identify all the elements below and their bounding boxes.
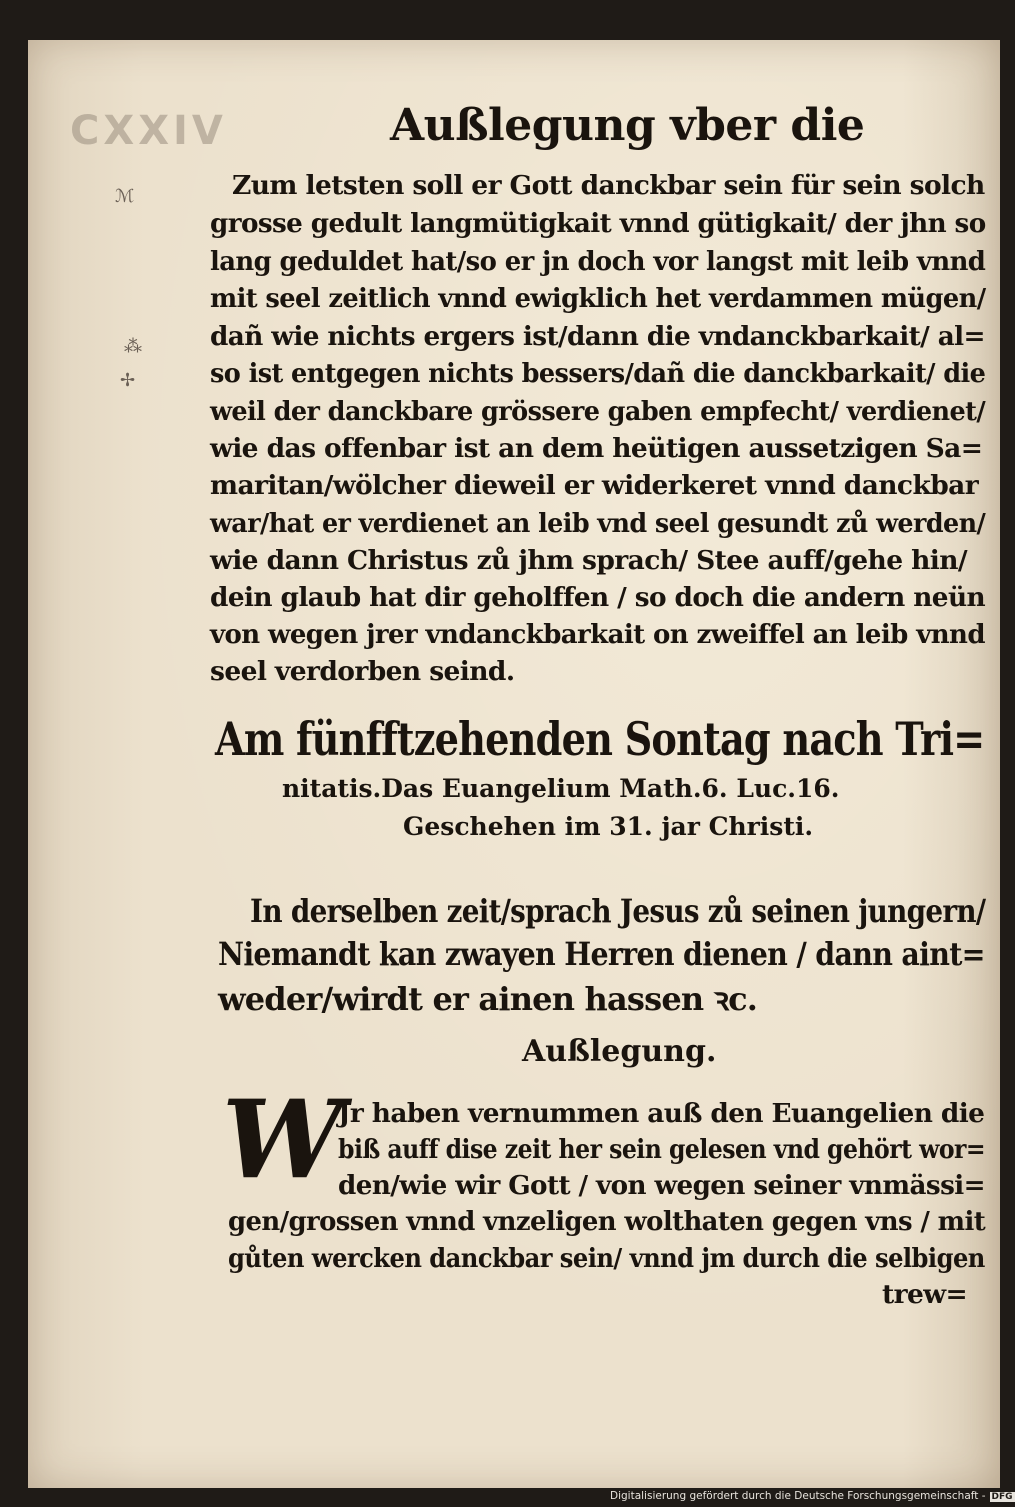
credit-text: Digitalisierung gefördert durch die Deutsche Forschungsgemeinschaft -	[610, 1490, 986, 1502]
sunday-heading: Am fünfftzehenden Sontag nach Tri=	[215, 712, 985, 766]
gospel-line: weder/wirdt er ainen hassen ꝛc.	[218, 980, 758, 1018]
gospel-line: Niemandt kan zwayen Herren dienen / dann aint=	[218, 935, 985, 973]
text-line: gůten wercken danckbar sein/ vnnd jm durch die selbigen	[228, 1243, 985, 1274]
gospel-line: In derselben zeit/sprach Jesus zů seinen jungern/	[250, 892, 986, 930]
catchword: trew=	[882, 1279, 968, 1310]
text-line: den/wie wir Gott / von wegen seiner vnmässi=	[338, 1170, 985, 1201]
running-head: Außlegung vber die	[390, 100, 865, 151]
text-line: war/hat er verdienet an leib vnd seel gesundt zů werden/	[210, 508, 986, 539]
margin-mark: ⁂	[124, 336, 142, 357]
text-line: mit seel zeitlich vnnd ewigklich het verdammen mügen/	[210, 283, 986, 314]
folio-number: CXXIV	[70, 108, 227, 154]
sunday-heading-reference: nitatis.Das Euangelium Math.6. Luc.16.	[282, 774, 840, 803]
text-line: Jr haben vernummen auß den Euangelien die	[338, 1098, 985, 1129]
text-line: seel verdorben seind.	[210, 656, 515, 687]
text-line: wie das offenbar ist an dem heütigen aussetzigen Sa=	[210, 433, 983, 464]
sunday-heading-date: Geschehen im 31. jar Christi.	[403, 812, 814, 841]
text-line: weil der danckbare grössere gaben empfecht/ verdienet/	[210, 396, 986, 427]
section-title: Außlegung.	[522, 1034, 717, 1069]
text-line: maritan/wölcher dieweil er widerkeret vnnd danckbar	[210, 470, 979, 501]
text-line: von wegen jrer vndanckbarkait on zweiffel an leib vnnd	[210, 619, 985, 650]
margin-mark: ℳ	[115, 186, 135, 207]
text-line: gen/grossen vnnd vnzeligen wolthaten gegen vns / mit	[228, 1206, 986, 1237]
dfg-logo: DFG	[991, 1492, 1013, 1502]
text-line: wie dann Christus zů jhm sprach/ Stee auff/gehe hin/	[210, 545, 967, 576]
text-line: Zum letsten soll er Gott danckbar sein für sein solch	[232, 170, 985, 201]
digitization-credit	[610, 1490, 1015, 1504]
text-line: dañ wie nichts ergers ist/dann die vndanckbarkait/ al=	[210, 321, 985, 352]
decorated-initial: W	[222, 1077, 344, 1203]
text-line: biß auff dise zeit her sein gelesen vnd gehört wor=	[338, 1134, 986, 1165]
text-line: grosse gedult langmütigkait vnnd gütigkait/ der jhn so	[210, 208, 986, 239]
text-line: dein glaub hat dir geholffen / so doch die andern neün	[210, 582, 986, 613]
text-line: so ist entgegen nichts bessers/dañ die danckbarkait/ die	[210, 358, 986, 389]
margin-mark: ✢	[120, 370, 136, 391]
text-line: lang geduldet hat/so er jn doch vor langst mit leib vnnd	[210, 246, 986, 277]
